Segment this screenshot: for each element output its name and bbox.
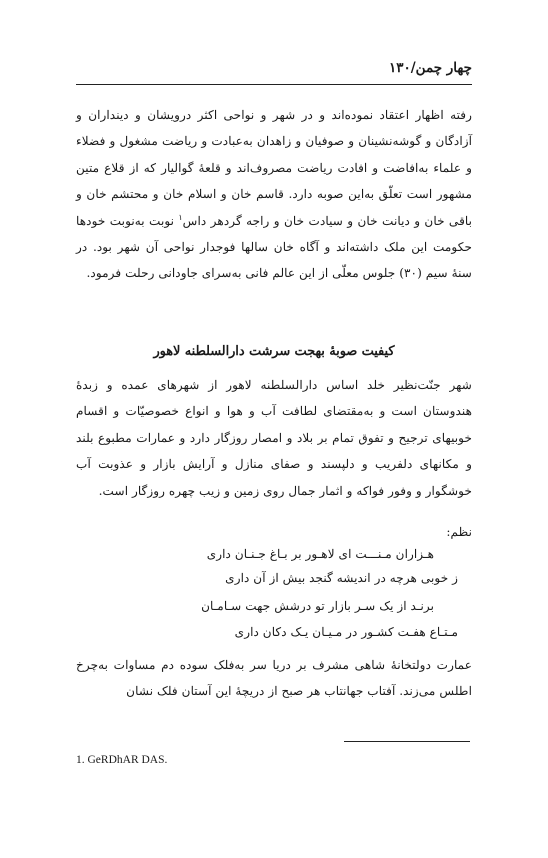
paragraph-2-text: شهر جنّت‌نظیر خلد اساس دارالسلطنه لاهور از شهرهای عمده و زبدهٔ هندوستان است و به‌مقتضای لطافت آب و هوا و انواع خصوصیّات و اقسام خوبیهای ترجیح و تفوق تمام بر بلاد و امصار روزگار دارد و عمارات مطبوع بلند و مکانهای دلفریب و دلپسند و صفای منازل و آرایش بازار و عذوبت آب خوشگوار و وفور فواکه و اثمار جمال روی زمین و زیب چهره روزگار است. bbox=[76, 378, 472, 498]
poem-verse: مـتـاع هفـت کشـور در مـیـان یـک دکان داری bbox=[234, 625, 458, 639]
footnote-1: 1. GeRDhAR DAS. bbox=[76, 754, 168, 766]
footnote-marker: ۱ bbox=[178, 212, 183, 222]
poem-verse: هـزاران مـنـــت ای لاهـور بر بـاغ جـنـان داری bbox=[206, 547, 434, 561]
poem-verse: برنـد از یک سـر بازار تو درشش جهت سـامـان bbox=[201, 599, 434, 613]
paragraph-3 bbox=[76, 652, 472, 705]
running-header: چهار چمن/۱۳۰ bbox=[388, 60, 472, 76]
header-rule bbox=[76, 84, 472, 85]
paragraph-1 bbox=[76, 102, 472, 287]
paragraph-1-text: رفته اظهار اعتقاد نموده‌اند و در شهر و نواحی اکثر درویشان و دینداران و آزادگان و گوشه‌نشینان و صوفیان و زاهدان به‌عبادت و ریاضت مشغول و فضلاء و علماء به‌افاضت و افادت ریاضت مصروف‌اند و قلعهٔ گوالیار که از قلاع متین مشهور است تعلّق به‌این صوبه دارد. قاسم خان و اسلام خان و محتشم خان و باقی خان و دیانت خان و سیادت خان و راجه گردهر داس bbox=[76, 108, 473, 228]
paragraph-3-text: عمارت دولتخانهٔ شاهی مشرف بر دریا سر به‌فلک سوده دم مساوات به‌چرخ اطلس می‌زند. آفتاب جهانتاب هر صبح از دریچهٔ این آستان فلک نشان bbox=[76, 658, 472, 699]
footnote-rule bbox=[344, 741, 470, 742]
paragraph-2 bbox=[76, 372, 472, 504]
paragraph-1-text-continued: نوبت به‌نوبت خودها حکومت این ملک داشته‌اند و آگاه خان سالها فوجدار نواحی آن شهر بود. در سنهٔ سیم (۳۰) جلوس معلّی از این عالم فانی به‌سرای جاودانی رحلت فرمود. bbox=[76, 213, 472, 281]
poem-verse: ز خوبی هرچه در اندیشه گنجد بیش از آن داری bbox=[225, 571, 458, 585]
poem-label: نظم: bbox=[446, 525, 472, 539]
section-title: کیفیت صوبهٔ بهجت سرشت دارالسلطنه لاهور bbox=[153, 344, 395, 359]
